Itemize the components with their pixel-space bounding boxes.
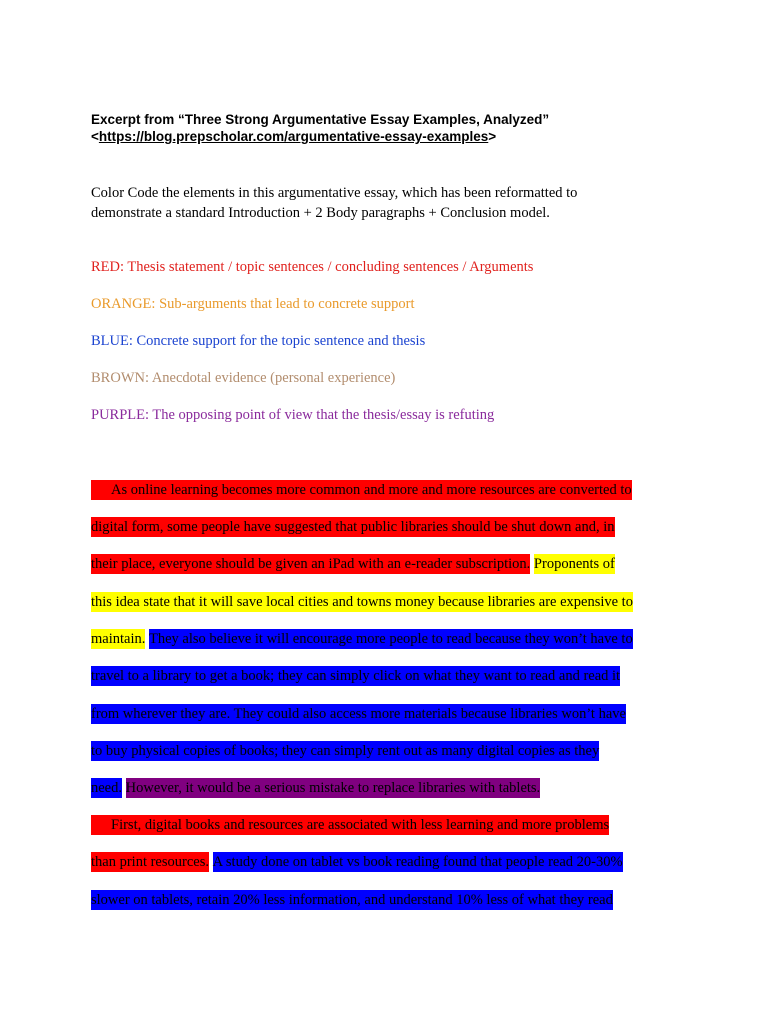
- thesis-highlight: their place, everyone should be given an iPad with an e-reader subscription.: [91, 556, 531, 572]
- legend-purple: [91, 406, 494, 424]
- opposing-sub-argument-highlight: this idea state that it will save local cities and towns money because libraries are expensive to: [91, 594, 633, 610]
- instructions: [91, 183, 671, 223]
- excerpt-title: Excerpt from “Three Strong Argumentative Essay Examples, Analyzed”: [91, 112, 550, 127]
- legend-brown-text: Anecdotal evidence (personal experience): [149, 370, 396, 386]
- legend-orange: [91, 295, 415, 313]
- source-link[interactable]: https://blog.prepscholar.com/argumentative-essay-examples: [98, 129, 489, 144]
- support-highlight: slower on tablets, retain 20% less information, and understand 10% less of what they read: [91, 892, 613, 908]
- support-highlight: A study done on tablet vs book reading found that people read 20-30%: [212, 854, 623, 870]
- essay-line-7: [91, 704, 691, 726]
- legend-purple-label: PURPLE:: [91, 407, 150, 423]
- legend-blue-text: Concrete support for the topic sentence and thesis: [132, 333, 426, 349]
- support-highlight: travel to a library to get a book; they can simply click on what they want to read and read it: [91, 668, 621, 684]
- excerpt-header: [91, 111, 711, 145]
- support-highlight: need.: [91, 780, 122, 796]
- support-highlight: to buy physical copies of books; they can simply rent out as many digital copies as they: [91, 743, 600, 759]
- essay-line-10: [91, 815, 691, 837]
- opposing-sub-argument-highlight: maintain.: [91, 631, 146, 647]
- legend-orange-label: ORANGE:: [91, 296, 156, 312]
- link-close-bracket: >: [488, 129, 497, 144]
- rebuttal-highlight: However, it would be a serious mistake to replace libraries with tablets.: [125, 780, 541, 796]
- essay-line-12: [91, 890, 691, 912]
- legend-red-label: RED:: [91, 259, 125, 275]
- legend-brown: [91, 369, 395, 387]
- essay-line-11: [91, 852, 691, 874]
- opposing-sub-argument-highlight: Proponents of: [533, 556, 615, 572]
- essay-line-9: [91, 778, 691, 800]
- support-highlight: They also believe it will encourage more people to read because they won’t have to: [149, 631, 633, 647]
- topic-sentence-highlight: than print resources.: [91, 854, 209, 870]
- legend-orange-text: Sub-arguments that lead to concrete support: [155, 296, 415, 312]
- source-line: [91, 128, 711, 145]
- essay-line-2: [91, 517, 691, 539]
- legend-red-text: Thesis statement / topic sentences / concluding sentences / Arguments: [124, 259, 534, 275]
- essay-line-4: [91, 592, 691, 614]
- legend-purple-text: The opposing point of view that the thesis/essay is refuting: [149, 407, 495, 423]
- legend-brown-label: BROWN:: [91, 370, 149, 386]
- essay-line-3: [91, 554, 691, 576]
- instructions-line-2: demonstrate a standard Introduction + 2 Body paragraphs + Conclusion model.: [91, 205, 550, 221]
- instructions-line-1: Color Code the elements in this argumentative essay, which has been reformatted to: [91, 185, 578, 201]
- essay-line-6: [91, 666, 691, 688]
- thesis-highlight: As online learning becomes more common and more and more resources are converted to: [91, 480, 632, 500]
- topic-sentence-highlight: First, digital books and resources are associated with less learning and more problems: [91, 815, 609, 835]
- legend-blue: [91, 332, 425, 350]
- essay-line-8: [91, 741, 691, 763]
- legend-red: [91, 258, 533, 276]
- essay-line-5: [91, 629, 691, 651]
- essay-line-1: [91, 480, 691, 502]
- legend-blue-label: BLUE:: [91, 333, 133, 349]
- thesis-highlight: digital form, some people have suggested that public libraries should be shut down and, in: [91, 519, 615, 535]
- support-highlight: from wherever they are. They could also access more materials because libraries won’t have: [91, 706, 626, 722]
- link-open-bracket: <: [91, 129, 99, 144]
